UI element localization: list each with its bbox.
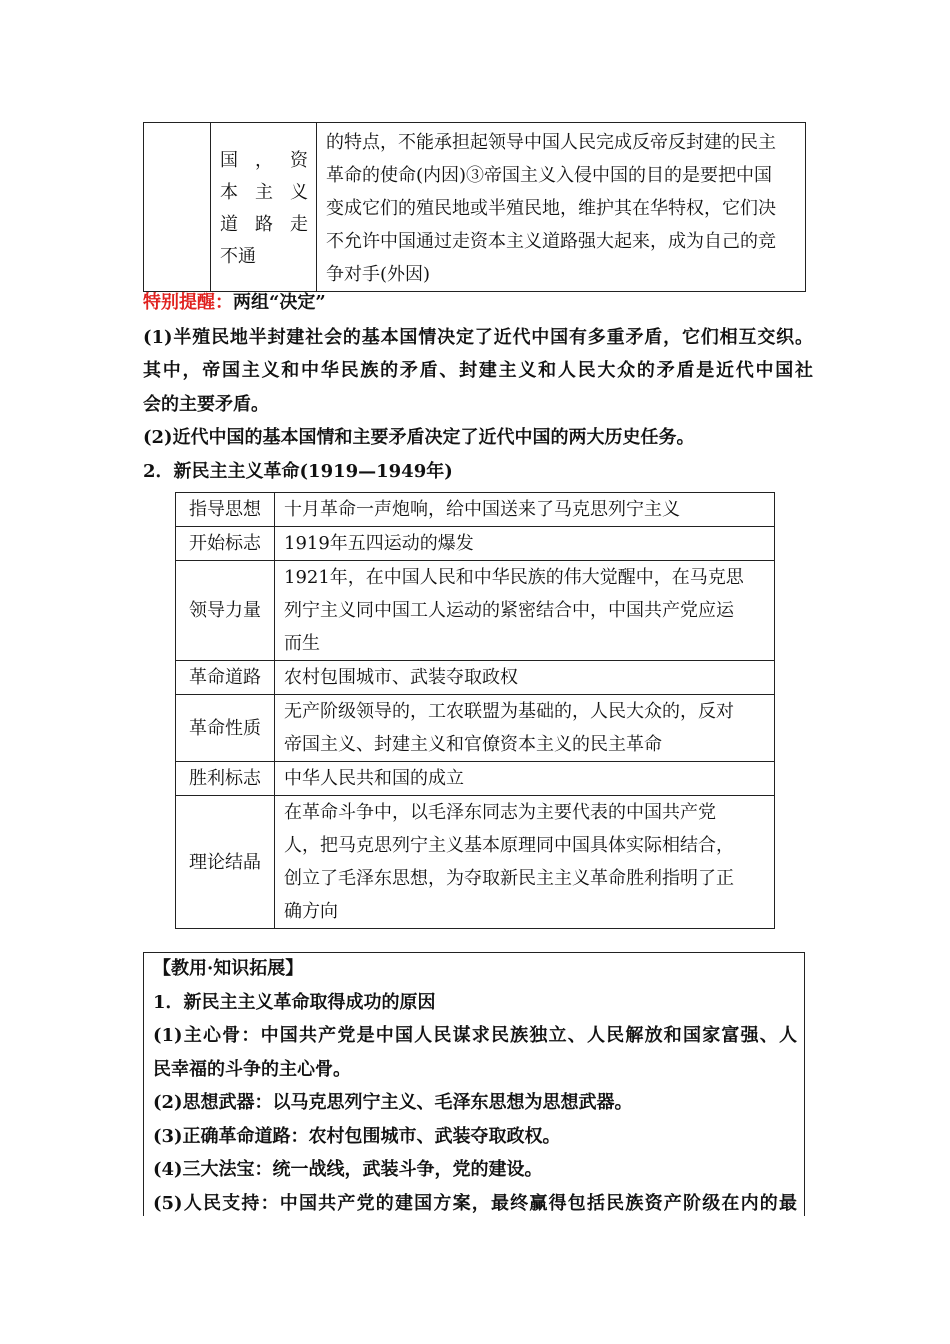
text-line: 争对手(外因) (326, 264, 431, 285)
topic-line: 本主义 (220, 182, 308, 203)
text-line: 革命的使命(内因)③帝国主义入侵中国的目的是要把中国 (326, 165, 773, 186)
row-key: 理论结晶 (176, 796, 275, 929)
row-value (275, 493, 775, 527)
extension-item: (5)人民支持：中国共产党的建国方案，最终赢得包括民族资产阶级在内的最 (153, 1193, 797, 1214)
value-line: 中华人民共和国的成立 (284, 768, 464, 789)
table-row (176, 493, 775, 527)
row-key: 指导思想 (176, 493, 275, 527)
value-line: 无产阶级领导的，工农联盟为基础的，人民大众的，反对 (284, 701, 734, 722)
row-key: 革命道路 (176, 661, 275, 695)
value-line: 创立了毛泽东思想，为夺取新民主主义革命胜利指明了正 (284, 868, 734, 889)
topic-cell (211, 123, 317, 292)
topic-line: 不通 (220, 246, 256, 267)
value-line: 而生 (284, 633, 320, 654)
topic-line: 国，资 (220, 150, 308, 171)
reminder-heading (143, 289, 813, 317)
reminder-paragraph-line: (1)半殖民地半封建社会的基本国情决定了近代中国有多重矛盾，它们相互交织。 (143, 327, 813, 348)
row-value (275, 527, 775, 561)
table-row (176, 661, 775, 695)
knowledge-extension-box (143, 952, 805, 1216)
text-line: 变成它们的殖民地或半殖民地，维护其在华特权，它们决 (326, 198, 776, 219)
reminder-paragraph-line: 会的主要矛盾。 (143, 394, 269, 415)
extension-subtitle: 1．新民主主义革命取得成功的原因 (153, 992, 436, 1013)
extension-item: (3)正确革命道路：农村包围城市、武装夺取政权。 (153, 1126, 561, 1147)
value-line: 1919年五四运动的爆发 (284, 533, 474, 554)
table-row (176, 527, 775, 561)
reminder-paragraph-line: 其中，帝国主义和中华民族的矛盾、封建主义和人民大众的矛盾是近代中国社 (143, 360, 813, 381)
value-line: 列宁主义同中国工人运动的紧密结合中，中国共产党应运 (284, 600, 734, 621)
row-value (275, 661, 775, 695)
text-line: 不允许中国通过走资本主义道路强大起来，成为自己的竞 (326, 231, 776, 252)
extension-item: (4)三大法宝：统一战线，武装斗争，党的建设。 (153, 1159, 543, 1180)
reminder-label: 特别提醒： (143, 292, 233, 313)
extension-item-line: (1)主心骨：中国共产党是中国人民谋求民族独立、人民解放和国家富强、人 (153, 1025, 797, 1046)
table-row (176, 695, 775, 762)
topic-line: 道路走 (220, 214, 308, 235)
value-line: 十月革命一声炮响，给中国送来了马克思列宁主义 (284, 499, 680, 520)
continuation-table (143, 122, 806, 292)
section-heading: 2．新民主主义革命(1919—1949年) (143, 461, 453, 482)
row-value (275, 762, 775, 796)
table-row (144, 123, 806, 292)
row-key: 胜利标志 (176, 762, 275, 796)
empty-cell (144, 123, 211, 292)
extension-item: (2)思想武器：以马克思列宁主义、毛泽东思想为思想武器。 (153, 1092, 633, 1113)
value-line: 在革命斗争中，以毛泽东同志为主要代表的中国共产党 (284, 802, 716, 823)
value-line: 1921年，在中国人民和中华民族的伟大觉醒中，在马克思 (284, 567, 744, 588)
row-key: 领导力量 (176, 561, 275, 661)
row-value (275, 796, 775, 929)
revolution-table (175, 492, 775, 929)
value-line: 帝国主义、封建主义和官僚资本主义的民主革命 (284, 734, 662, 755)
reminder-paragraph: (2)近代中国的基本国情和主要矛盾决定了近代中国的两大历史任务。 (143, 427, 695, 448)
value-line: 人，把马克思列宁主义基本原理同中国具体实际相结合， (284, 835, 734, 856)
extension-item-line: 民幸福的斗争的主心骨。 (153, 1059, 351, 1080)
reminder-title: 两组“决定” (233, 292, 326, 313)
extension-header: 【教用·知识拓展】 (153, 958, 304, 979)
table-row (176, 561, 775, 661)
row-key: 革命性质 (176, 695, 275, 762)
text-cell (317, 123, 806, 292)
text-line: 的特点，不能承担起领导中国人民完成反帝反封建的民主 (326, 132, 776, 153)
row-value (275, 695, 775, 762)
row-value (275, 561, 775, 661)
value-line: 确方向 (284, 901, 338, 922)
value-line: 农村包围城市、武装夺取政权 (284, 667, 518, 688)
table-row (176, 762, 775, 796)
table-row (176, 796, 775, 929)
row-key: 开始标志 (176, 527, 275, 561)
